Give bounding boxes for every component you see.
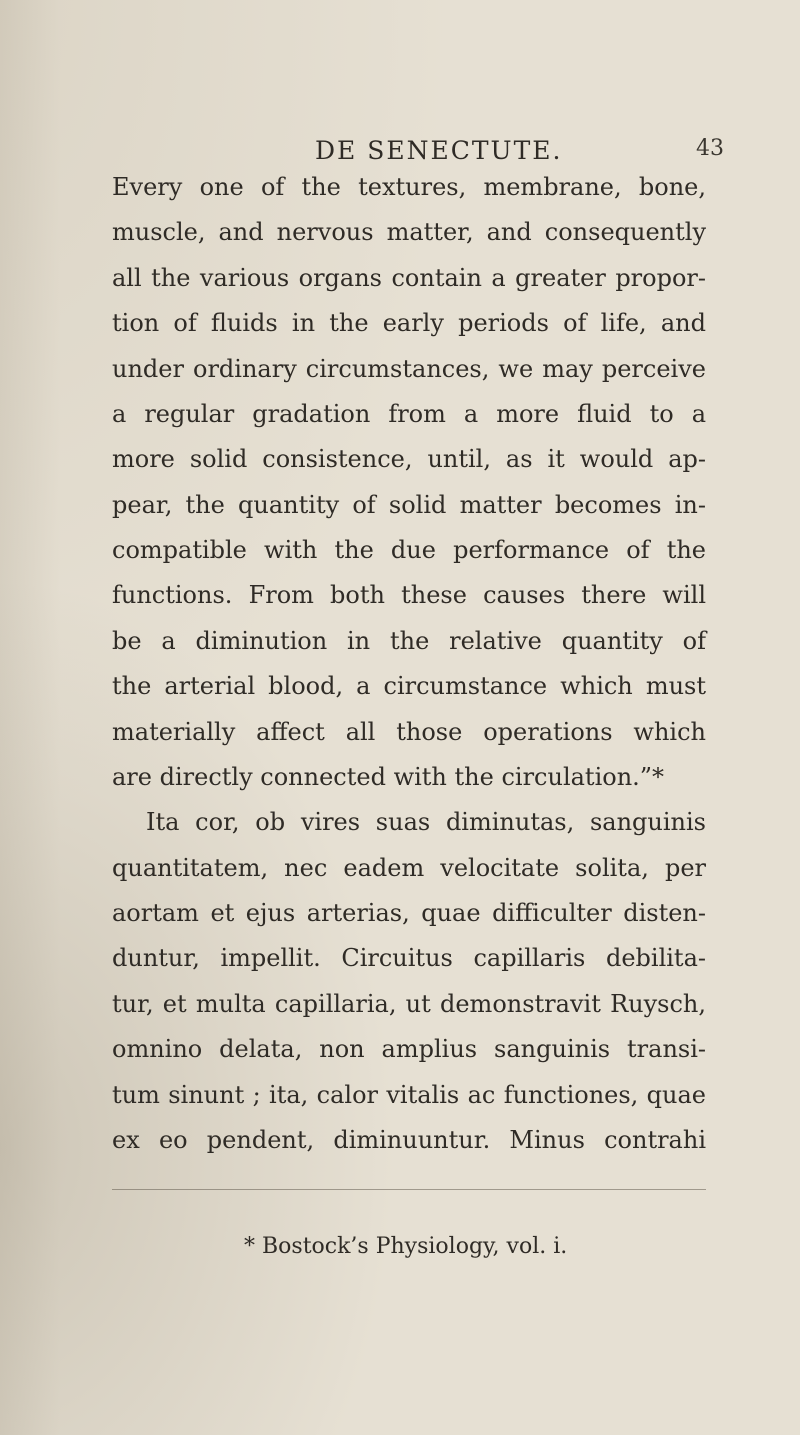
footnote: * Bostock’s Physiology, vol. i. — [244, 1234, 568, 1259]
text-line: materially affect all those operations which — [112, 718, 706, 746]
text-line: muscle, and nervous matter, and consequently — [112, 218, 706, 246]
text-line: the arterial blood, a circumstance which must — [112, 672, 706, 700]
text-line: duntur, impellit. Circuitus capillaris debilita- — [112, 944, 706, 972]
text-line: ex eo pendent, diminuuntur. Minus contrahi — [112, 1126, 706, 1154]
text-line: are directly connected with the circulation.”* — [112, 763, 665, 791]
text-line: pear, the quantity of solid matter becomes in- — [112, 491, 706, 519]
text-line: omnino delata, non amplius sanguinis transi- — [112, 1035, 706, 1063]
running-title: DE SENECTUTE. — [315, 136, 563, 165]
text-line: quantitatem, nec eadem velocitate solita, per — [112, 854, 706, 882]
text-line: tur, et multa capillaria, ut demonstravit Ruysch, — [112, 990, 706, 1018]
footnote-divider — [112, 1189, 706, 1190]
text-line: compatible with the due performance of the — [112, 536, 706, 564]
text-line: Ita cor, ob vires suas diminutas, sanguinis — [146, 808, 706, 836]
text-line: Every one of the textures, membrane, bone, — [112, 173, 706, 201]
text-line: be a diminution in the relative quantity of — [112, 627, 706, 655]
text-line: tum sinunt ; ita, calor vitalis ac functiones, quae — [112, 1081, 706, 1109]
text-line: aortam et ejus arterias, quae difficulter disten- — [112, 899, 706, 927]
text-line: tion of fluids in the early periods of life, and — [112, 309, 706, 337]
text-line: functions. From both these causes there will — [112, 581, 706, 609]
text-line: more solid consistence, until, as it would ap- — [112, 445, 706, 473]
text-line: all the various organs contain a greater propor- — [112, 264, 706, 292]
text-line: a regular gradation from a more fluid to a — [112, 400, 706, 428]
text-line: under ordinary circumstances, we may perceive — [112, 355, 706, 383]
page-number: 43 — [696, 136, 724, 161]
